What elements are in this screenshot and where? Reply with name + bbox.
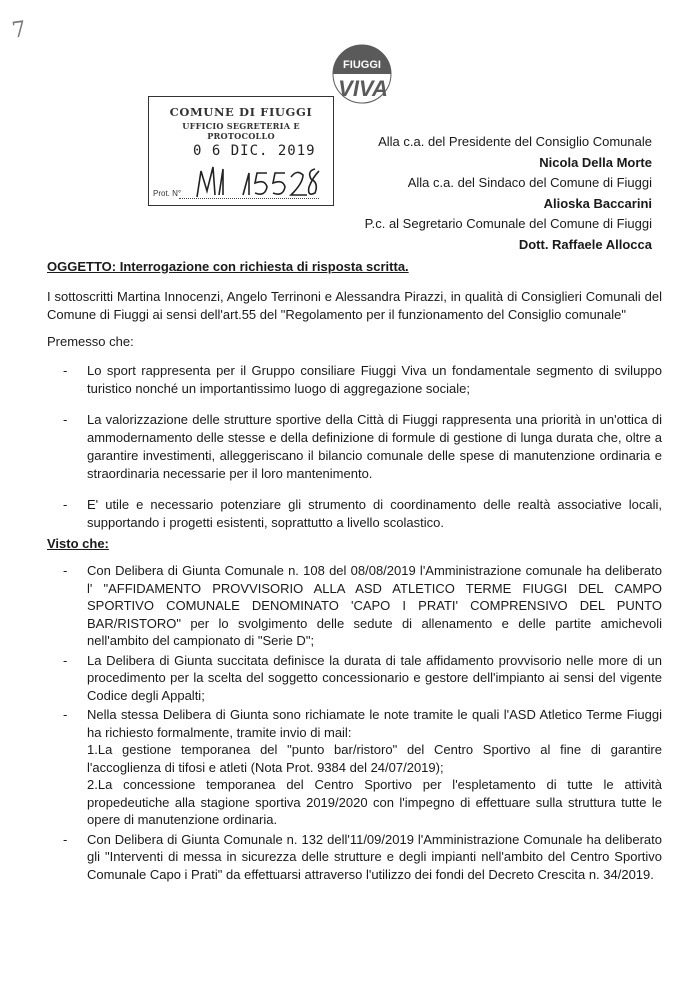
list-item-text: La Delibera di Giunta succitata definisce la durata di tale affidamento provvisorio nelle more di un procedimento per la scelta del soggetto concessionario e gestore dell'impianto ai sensi del vigente Codice degli Appalti; (87, 652, 662, 703)
list-item-text: Con Delibera di Giunta Comunale n. 132 dell'11/09/2019 l'Amministrazione Comunale ha deliberato gli "Interventi di messa in sicurezza delle strutture e degli impianti nell'ambito del Centro Sportivo Comunale Capo i Prati" da effettuarsi attraverso l'utilizzo dei fondi del Decreto Crescita n. 34/2019. (87, 831, 662, 882)
dash-bullet: - (63, 652, 68, 668)
subject-line: OGGETTO: Interrogazione con richiesta di risposta scritta. (47, 259, 409, 274)
list-item (47, 496, 662, 532)
sub-item: 1.La gestione temporanea del "punto bar/ristoro" del Centro Sportivo al fine di garantire l'accoglienza di tifosi e atleti (Nota Prot. 9384 del 24/07/2019); (87, 742, 662, 775)
list-item (47, 706, 662, 829)
list-item (47, 362, 662, 398)
stamp-prot-line (179, 198, 319, 199)
list-item (47, 562, 662, 650)
addressee-name: Nicola Della Morte (539, 154, 652, 170)
list-item-text: Nella stessa Delibera di Giunta sono richiamate le note tramite le quali l'ASD Atletico Terme Fiuggi ha richiesto formalmente, tramite invio di mail: (87, 707, 662, 740)
stamp-date: 0 6 DIC. 2019 (193, 143, 316, 159)
intro-paragraph: I sottoscritti Martina Innocenzi, Angelo Terrinoni e Alessandra Pirazzi, in qualità di Consiglieri Comunali del Comune di Fiuggi ai sensi dell'art.55 del "Regolamento per il funzionamento del Consiglio comunale" (47, 289, 662, 322)
addressee-line: Alla c.a. del Sindaco del Comune di Fiuggi (407, 175, 652, 190)
svg-text:VIVA: VIVA (338, 76, 388, 101)
dash-bullet: - (63, 497, 68, 512)
sub-item: 2.La concessione temporanea del Centro Sportivo per l'espletamento di tutte le attività propedeutiche alla stagione sportiva 2019/2020 con l'impegno di effettuare sulla struttura tutte le opere di manutenzione ordinaria. (87, 777, 662, 827)
list-item-text: Con Delibera di Giunta Comunale n. 108 del 08/08/2019 l'Amministrazione comunale ha deliberato l' "AFFIDAMENTO PROVVISORIO ALLA ASD ATLETICO TERME FIUGGI DEL CAMPO SPORTIVO COMUNALE DENOMINATO 'CAPO I PRATI' COMPRENSIVO DEL PUNTO BAR/RISTORO" per lo svolgimento delle sedute di allenamento e delle partite amichevoli nell'ambito del campionato di "Serie D"; (87, 563, 662, 648)
stamp-subtitle: UFFICIO SEGRETERIA E PROTOCOLLO (182, 121, 300, 141)
premesso-list (47, 362, 662, 545)
addressee-name: Dott. Raffaele Allocca (518, 236, 652, 252)
visto-list (47, 562, 662, 885)
fiuggi-viva-logo (332, 44, 392, 104)
dash-bullet: - (63, 563, 68, 578)
list-item (47, 411, 662, 483)
list-item (47, 831, 662, 884)
addressee-name: Alioska Baccarini (543, 195, 652, 211)
dash-bullet: - (63, 363, 68, 378)
protocol-stamp (148, 96, 334, 206)
list-item-text: La valorizzazione delle strutture sportive della Città di Fiuggi rappresenta una priorità in un'ottica di ammodernamento delle stesse e della definizione di formule di gestione di lunga durata che, oltre a garantire investimenti, alleggeriscano il bilancio comunale delle spese di manutenzione ordinaria e straordinaria necessarie per il loro mantenimento. (87, 412, 662, 481)
stamp-title: COMUNE DI FIUGGI (169, 105, 313, 119)
addressee-block (365, 132, 652, 255)
stamp-prot-label: Prot. N° (153, 189, 182, 198)
list-item (47, 652, 662, 705)
list-item-text: E' utile e necessario potenziare gli strumento di coordinamento delle realtà associative locali, supportando i progetti esistenti, soprattutto a livello scolastico. (87, 497, 662, 530)
handwritten-corner-mark: 7 (10, 17, 28, 44)
addressee-line: Alla c.a. del Presidente del Consiglio Comunale (378, 134, 652, 149)
dash-bullet: - (63, 412, 68, 427)
dash-bullet: - (63, 707, 68, 722)
list-item-text: Lo sport rappresenta per il Gruppo consiliare Fiuggi Viva un fondamentale segmento di sviluppo turistico nonché un importantissimo luogo di aggregazione sociale; (87, 363, 662, 396)
premesso-heading: Premesso che: (47, 334, 134, 349)
visto-heading: Visto che: (47, 536, 109, 551)
svg-text:FIUGGI: FIUGGI (343, 59, 381, 71)
addressee-line: P.c. al Segretario Comunale del Comune di Fiuggi (364, 216, 652, 231)
dash-bullet: - (63, 831, 68, 847)
handwritten-protocol-number (193, 161, 323, 201)
